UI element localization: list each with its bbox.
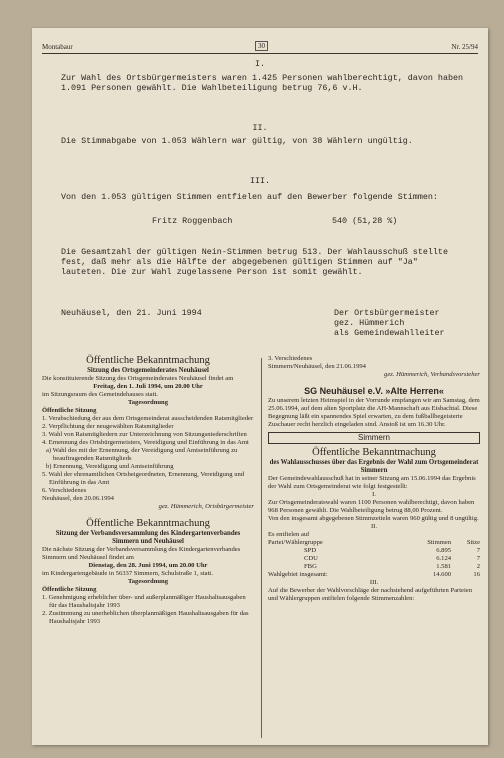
simmern-section-3: III. bbox=[369, 579, 379, 586]
simmern-valid-text: Von den insgesamt abgegebenen Stimmzetteln waren 960 gültig und 8 ungültig. bbox=[268, 515, 479, 522]
notice2-title: Öffentliche Bekanntmachung bbox=[86, 518, 210, 529]
election-candidate-intro: Von den 1.053 gültigen Stimmen entfielen auf den Bewerber folgende Stimmen: bbox=[61, 192, 438, 202]
publication-name: Montabaur bbox=[42, 43, 73, 51]
table-row bbox=[268, 555, 480, 563]
notice2-agenda-heading: Tagesordnung bbox=[127, 578, 169, 585]
candidate-votes: 540 (51,28 %) bbox=[332, 216, 398, 226]
notice2-item: 2. Zustimmung zu unerheblichen überplanmäßigen Haushaltsausgaben für das Haushaltsjahr 1993 bbox=[42, 610, 249, 625]
election-valid-votes-text: Die Stimmabgabe von 1.053 Wählern war gültig, von 38 Wählern ungültig. bbox=[61, 136, 413, 146]
party-votes: 6.124 bbox=[436, 555, 452, 562]
notice1-venue: im Sitzungsraum des Gemeindehauses statt. bbox=[42, 391, 158, 398]
section-number-1: I. bbox=[254, 59, 266, 69]
section-number-3: III. bbox=[249, 176, 271, 186]
total-seats: 16 bbox=[473, 571, 480, 578]
notice1-subitem: b) Ernennung, Vereidigung und Amtseinführung bbox=[46, 463, 174, 470]
total-votes: 14.600 bbox=[432, 571, 452, 578]
simmern-section-2: II. bbox=[370, 523, 378, 530]
left-column bbox=[42, 355, 254, 626]
right-column bbox=[268, 355, 480, 603]
sg-title: SG Neuhäusel e.V. »Alte Herren« bbox=[304, 386, 444, 396]
simmern-turnout-text: Zur Ortsgemeinderatswahl waren 1100 Personen wahlberechtigt, davon haben 968 Personen gewählt. Die Wahlbeteiligung betrug 88,00 Prozent. bbox=[268, 499, 475, 514]
notice1-item: 5. Wahl der ehrenamtlichen Ortsbeigeordneten, Ernennung, Vereidigung und Einführung in das Amt bbox=[42, 471, 245, 486]
notice1-subitem: a) Wahl des mit der Ernennung, der Vereidigung und Amtseinführung zu beauftragenden Ratsmitglieds bbox=[46, 447, 238, 462]
notice2-venue: im Kindergartengebäude in 56337 Simmern, Schulstraße 1, statt. bbox=[42, 570, 213, 577]
notice1-date: Freitag, den 1. Juli 1994, um 20.00 Uhr bbox=[93, 383, 203, 390]
page-number: 30 bbox=[255, 41, 268, 51]
simmern-intro-2: Es entfielen auf bbox=[268, 531, 310, 538]
signature-line-1: Der Ortsbürgermeister bbox=[334, 308, 440, 318]
notice1-title: Öffentliche Bekanntmachung bbox=[86, 355, 210, 366]
notice2-date: Dienstag, den 28. Juni 1994, um 20.00 Uhr bbox=[88, 562, 208, 569]
col-header-seats: Sitze bbox=[466, 539, 480, 546]
newspaper-page bbox=[32, 28, 488, 745]
notice1-intro: Die konstituierende Sitzung des Ortsgemeinderates Neuhäusel findet am bbox=[42, 375, 234, 382]
party-name: SPD bbox=[304, 547, 317, 554]
notice2-signature: gez. Hümmerich, Verbandsvorsteher bbox=[384, 371, 480, 378]
notice1-signature: gez. Hümmerich, Ortsbürgermeister bbox=[158, 503, 254, 510]
notice1-item: 1. Verabschiedung der aus dem Ortsgemeinderat ausscheidenden Ratsmitglieder bbox=[42, 415, 254, 422]
election-result-text: Die Gesamtzahl der gültigen Nein-Stimmen betrug 513. Der Wahlausschuß stellte fest, daß mehr als die Hälfte der abgegebenen gültigen Stimmen auf "Ja" lauteten. Die zur Wahl zugelassene Person ist somit gewählt. bbox=[61, 247, 448, 277]
notice1-agenda-heading: Tagesordnung bbox=[127, 399, 169, 406]
col-header-votes: Stimmen bbox=[427, 539, 452, 546]
sg-text: Zu unserem letzten Heimspiel in der Vorrunde empfangen wir am Samstag, dem 25.06.1994, auf dem alten Sportplatz die AH-Mannschaft aus Eisbachtal. Diese Begegnung läßt ein spannendes Spiel erwarten, zu dem fußballbegeisterte Zuschauer recht herzlich eingeladen sind. Anstoß ist um 16.30 Uhr. bbox=[268, 397, 480, 428]
notice1-item: 3. Wahl von Ratsmitgliedern zur Unterzeichnung von Sitzungsniederschriften bbox=[42, 431, 247, 438]
results-header-row bbox=[268, 539, 480, 547]
section-number-2: II. bbox=[252, 123, 268, 133]
simmern-section-1: I. bbox=[372, 491, 376, 498]
notice2-item: 1. Genehmigung erheblicher über- und außerplanmäßiger Haushaltsausgaben für das Haushaltsjahr 1993 bbox=[42, 594, 246, 609]
notice2-place-date: Simmern/Neuhäusel, den 21.06.1994 bbox=[268, 363, 366, 370]
party-name: CDU bbox=[304, 555, 318, 562]
notice1-item: 6. Verschiedenes bbox=[42, 487, 87, 494]
party-votes: 1.581 bbox=[436, 563, 452, 570]
signature-line-3: als Gemeindewahlleiter bbox=[334, 328, 445, 338]
party-votes: 6.895 bbox=[436, 547, 452, 554]
simmern-subtitle: des Wahlausschusses über das Ergebnis der Wahl zum Ortsgemeinderat Simmern bbox=[269, 459, 479, 474]
notice2-intro: Die nächste Sitzung der Verbandsversammlung des Kindergartenverbandes Simmern und Neuhäusel findet am bbox=[42, 546, 241, 561]
simmern-section-label: Simmern bbox=[268, 432, 480, 444]
party-seats: 7 bbox=[476, 555, 480, 562]
notice2-subtitle: Sitzung der Verbandsversammlung des Kindergartenverbandes Simmern und Neuhäusel bbox=[55, 530, 241, 545]
header-rule bbox=[42, 53, 478, 54]
total-label: Wahlgebiet insgesamt: bbox=[268, 571, 328, 578]
simmern-candidates-intro: Auf die Bewerber der Wahlvorschläge der nachstehend aufgeführten Parteien und Wählergruppen entfielen folgende Stimmenzahlen: bbox=[268, 587, 473, 602]
notice2-item-3: 3. Verschiedenes bbox=[268, 355, 313, 362]
table-row bbox=[268, 563, 480, 571]
party-name: FBG bbox=[304, 563, 317, 570]
election-place-date: Neuhäusel, den 21. Juni 1994 bbox=[61, 308, 202, 318]
candidate-name: Fritz Roggenbach bbox=[152, 216, 233, 226]
total-row bbox=[268, 571, 480, 579]
col-header-party: Partei/Wählergruppe bbox=[268, 539, 323, 546]
notice1-item: 2. Verpflichtung der neugewählten Ratsmitglieder bbox=[42, 423, 174, 430]
notice1-public-heading: Öffentliche Sitzung bbox=[42, 407, 97, 414]
notice1-subtitle: Sitzung des Ortsgemeinderates Neuhäusel bbox=[87, 367, 209, 374]
election-turnout-text: Zur Wahl des Ortsbürgermeisters waren 1.425 Personen wahlberechtigt, davon haben 1.091 Personen gewählt. Die Wahlbeteiligung betrug 76,6 v.H. bbox=[61, 73, 464, 93]
simmern-intro: Der Gemeindewahlausschuß hat in seiner Sitzung am 15.06.1994 das Ergebnis der Wahl zum Ortsgemeinderat wie folgt festgestellt: bbox=[268, 475, 476, 490]
party-seats: 7 bbox=[476, 547, 480, 554]
signature-line-2: gez. Hümmerich bbox=[334, 318, 405, 328]
table-row bbox=[268, 547, 480, 555]
issue-number: Nr. 25/94 bbox=[451, 43, 478, 51]
notice1-place-date: Neuhäusel, den 20.06.1994 bbox=[42, 495, 114, 502]
simmern-title: Öffentliche Bekanntmachung bbox=[312, 447, 436, 458]
notice1-item: 4. Ernennung des Ortsbürgermeisters, Vereidigung und Einführung in das Amt bbox=[42, 439, 249, 446]
party-seats: 2 bbox=[476, 563, 480, 570]
notice2-public-heading: Öffentliche Sitzung bbox=[42, 586, 97, 593]
column-divider bbox=[261, 358, 262, 738]
results-table bbox=[268, 539, 480, 579]
